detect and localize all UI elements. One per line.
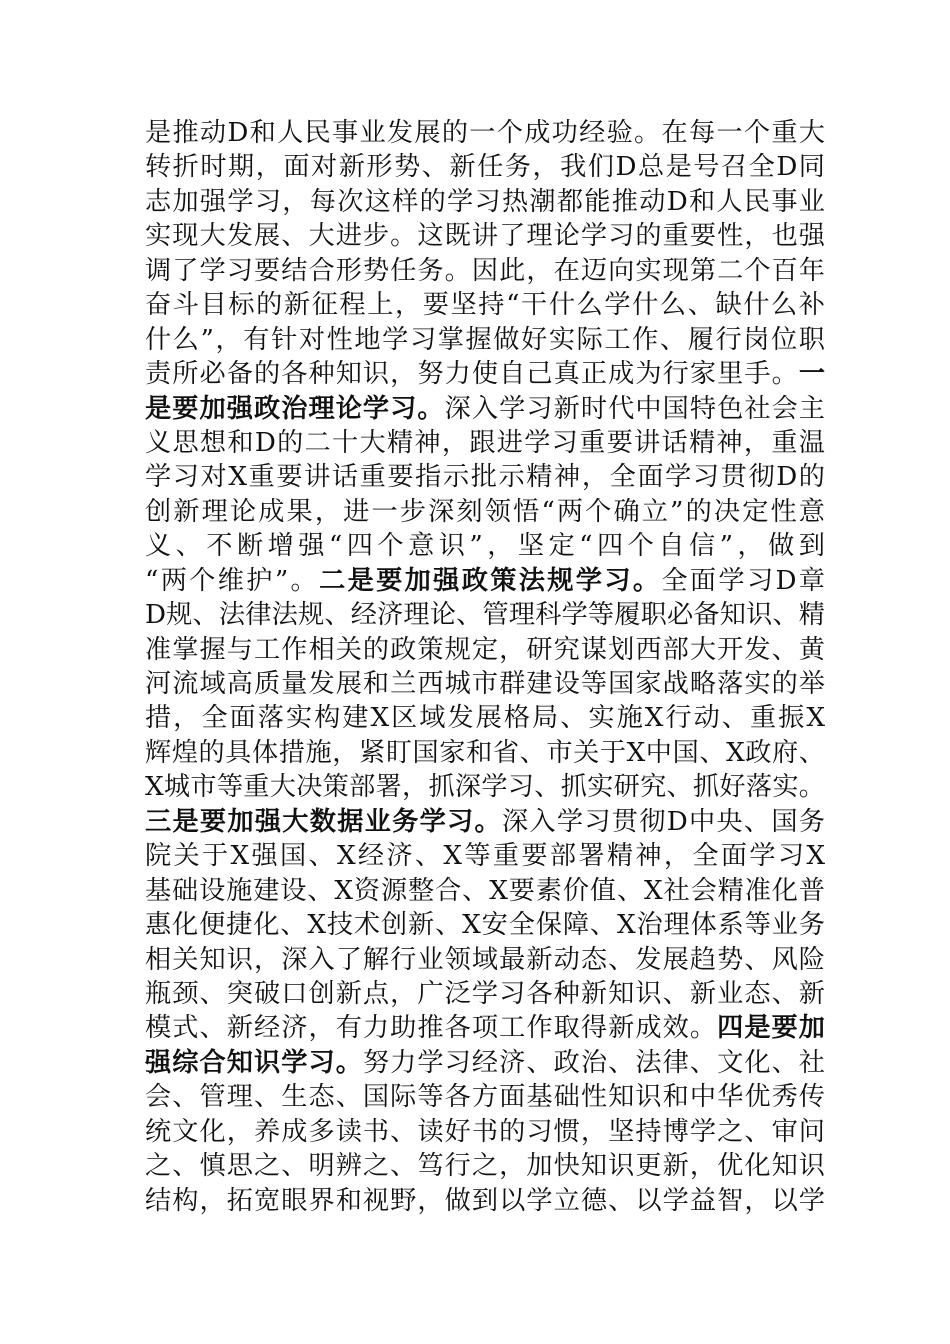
body-text-segment: 河流域高质量发展和兰西城市群建设等国家战略落实的举 bbox=[145, 669, 825, 699]
body-text-segment: 全面学习D章 bbox=[661, 565, 825, 596]
text-line bbox=[145, 701, 825, 735]
body-text-segment: 调了学习要结合形势任务。因此，在迈向实现第二个百年 bbox=[145, 255, 825, 286]
text-line bbox=[145, 495, 825, 529]
bold-heading-text: 是要加强政治理论学习。 bbox=[145, 392, 445, 424]
body-text-segment: 义、不断增强“四个意识”，坚定“四个自信”，做到 bbox=[145, 531, 825, 562]
text-line bbox=[145, 460, 825, 494]
text-line bbox=[145, 908, 825, 942]
text-line bbox=[145, 1011, 825, 1045]
text-line bbox=[145, 1080, 825, 1114]
body-text-segment: 实现大发展、大进步。这既讲了理论学习的重要性，也强 bbox=[145, 221, 825, 252]
body-text-segment: 结构，拓宽眼界和视野，做到以学立德、以学益智，以学 bbox=[145, 1185, 825, 1216]
body-text-segment: 义思想和D的二十大精神，跟进学习重要讲话精神，重温 bbox=[145, 427, 825, 458]
bold-heading-text: 强综合知识学习。 bbox=[145, 1046, 363, 1078]
text-line bbox=[145, 116, 825, 150]
text-line bbox=[145, 1149, 825, 1183]
body-text-segment: “两个维护”。 bbox=[145, 565, 320, 596]
bold-heading-text: 四是要加 bbox=[717, 1012, 825, 1044]
body-text-segment: 院关于X强国、X经济、X等重要部署精神，全面学习X bbox=[145, 841, 825, 872]
text-line bbox=[145, 323, 825, 357]
text-line bbox=[145, 529, 825, 563]
bold-heading-text: 二是要加强政策法规学习。 bbox=[319, 564, 662, 596]
body-text-segment: X城市等重大决策部署，抓深学习、抓实研究、抓好落实。 bbox=[145, 772, 825, 803]
text-line bbox=[145, 805, 825, 839]
text-line bbox=[145, 392, 825, 426]
body-text-segment: 什么”，有针对性地学习掌握做好实际工作、履行岗位职 bbox=[145, 324, 825, 355]
body-text-segment: 转折时期，面对新形势、新任务，我们D总是号召全D同 bbox=[145, 152, 825, 183]
body-text-segment: 模式、新经济，有力助推各项工作取得新成效。 bbox=[145, 1013, 718, 1044]
body-text-segment: 努力学习经济、政治、法律、文化、社 bbox=[362, 1047, 825, 1078]
text-line bbox=[145, 667, 825, 701]
text-line bbox=[145, 288, 825, 322]
text-line bbox=[145, 564, 825, 598]
body-paragraph bbox=[145, 116, 825, 1218]
text-line bbox=[145, 770, 825, 804]
body-text-segment: 措，全面落实构建X区域发展格局、实施X行动、重振X bbox=[145, 703, 825, 734]
body-text-segment: 责所必备的各种知识，努力使自己真正成为行家里手。 bbox=[145, 359, 799, 390]
text-line bbox=[145, 839, 825, 873]
text-line bbox=[145, 185, 825, 219]
text-line bbox=[145, 1046, 825, 1080]
text-line bbox=[145, 736, 825, 770]
text-line bbox=[145, 426, 825, 460]
text-line bbox=[145, 943, 825, 977]
body-text-segment: 相关知识，深入了解行业领域最新动态、发展趋势、风险 bbox=[145, 944, 825, 975]
body-text-segment: 会、管理、生态、国际等各方面基础性知识和中华优秀传 bbox=[145, 1082, 825, 1113]
body-text-segment: 基础设施建设、X资源整合、X要素价值、X社会精准化普 bbox=[145, 875, 825, 906]
body-text-segment: 深入学习新时代中国特色社会主 bbox=[444, 393, 825, 424]
body-text-segment: 学习对X重要讲话重要指示批示精神，全面学习贯彻D的 bbox=[145, 462, 825, 493]
body-text-segment: 辉煌的具体措施，紧盯国家和省、市关于X中国、X政府、 bbox=[145, 737, 825, 768]
text-line bbox=[145, 357, 825, 391]
body-text-segment: 惠化便捷化、X技术创新、X安全保障、X治理体系等业务 bbox=[145, 910, 825, 941]
body-text-segment: 奋斗目标的新征程上，要坚持“干什么学什么、缺什么补 bbox=[145, 290, 825, 321]
text-line bbox=[145, 254, 825, 288]
body-text-segment: 创新理论成果，进一步深刻领悟“两个确立”的决定性意 bbox=[145, 496, 825, 527]
body-text-segment: D规、法律法规、经济理论、管理科学等履职必备知识、精 bbox=[145, 600, 825, 631]
text-line bbox=[145, 1115, 825, 1149]
text-line bbox=[145, 977, 825, 1011]
body-text-segment: 瓶颈、突破口创新点，广泛学习各种新知识、新业态、新 bbox=[145, 978, 825, 1009]
text-line bbox=[145, 633, 825, 667]
body-text-segment: 是推动D和人民事业发展的一个成功经验。在每一个重大 bbox=[145, 118, 825, 148]
text-line bbox=[145, 219, 825, 253]
body-text-segment: 深入学习贯彻D中央、国务 bbox=[501, 806, 825, 837]
text-line bbox=[145, 150, 825, 184]
text-line bbox=[145, 874, 825, 908]
bold-heading-text: 三是要加强大数据业务学习。 bbox=[145, 805, 502, 837]
bold-heading-text: 一 bbox=[798, 358, 825, 390]
text-line bbox=[145, 1184, 825, 1218]
text-line bbox=[145, 598, 825, 632]
body-text-segment: 志加强学习，每次这样的学习热潮都能推动D和人民事业 bbox=[145, 186, 825, 217]
body-text-segment: 统文化，养成多读书、读好书的习惯，坚持博学之、审问 bbox=[145, 1116, 825, 1147]
body-text-segment: 之、慎思之、明辨之、笃行之，加快知识更新，优化知识 bbox=[145, 1151, 825, 1182]
body-text-segment: 准掌握与工作相关的政策规定，研究谋划西部大开发、黄 bbox=[145, 634, 825, 665]
